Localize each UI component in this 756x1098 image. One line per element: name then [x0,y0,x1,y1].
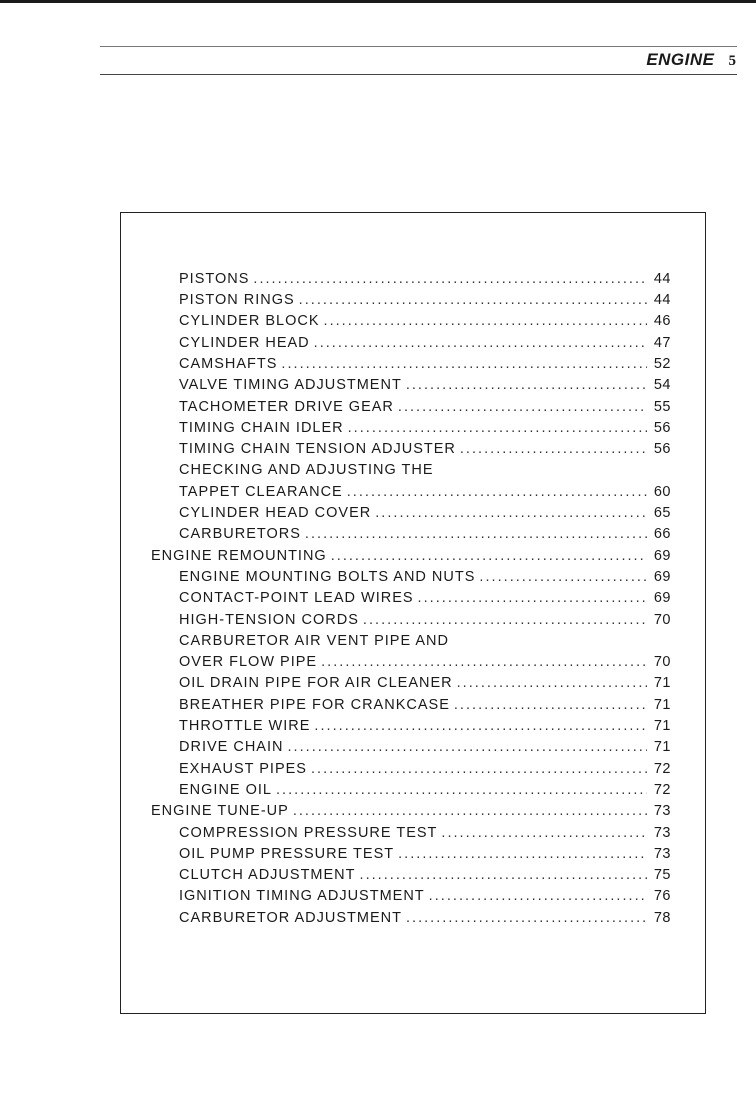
toc-entry[interactable] [151,308,671,329]
toc-entry-title: COMPRESSION PRESSURE TEST [179,824,438,841]
toc-entry[interactable] [151,712,671,733]
toc-dot-leader [331,549,647,564]
toc-entry[interactable] [151,691,671,712]
toc-entry-title: CHECKING AND ADJUSTING THE [179,462,434,479]
toc-entry-page: 47 [653,334,671,351]
toc-entry-title: CONTACT-POINT LEAD WIRES [179,590,414,607]
toc-entry-title: CARBURETOR AIR VENT PIPE AND [179,632,449,649]
toc-entry-page: 71 [653,739,671,756]
toc-dot-leader [360,868,647,883]
toc-dot-leader [441,826,647,841]
toc-entry-title: ENGINE MOUNTING BOLTS AND NUTS [179,568,476,585]
toc-entry-title: TACHOMETER DRIVE GEAR [179,398,394,415]
toc-dot-leader [299,293,647,308]
toc-dot-leader [398,847,647,862]
toc-dot-leader [398,400,647,415]
toc-entry-title: TIMING CHAIN TENSION ADJUSTER [179,441,456,458]
toc-dot-leader [454,698,647,713]
toc-entry-title: CLUTCH ADJUSTMENT [179,867,356,884]
toc-entry-page: 69 [653,590,671,607]
toc-entry[interactable] [151,478,671,499]
toc-entry-title: CYLINDER BLOCK [179,313,320,330]
toc-entry-page: 54 [653,377,671,394]
toc-dot-leader [314,336,647,351]
toc-entry[interactable] [151,883,671,904]
toc-entry[interactable] [151,499,671,520]
toc-entry-title: VALVE TIMING ADJUSTMENT [179,377,402,394]
toc-entry-title: BREATHER PIPE FOR CRANKCASE [179,696,450,713]
toc-entry-page: 56 [653,441,671,458]
toc-dot-leader [479,570,647,585]
toc-entry-page: 70 [653,654,671,671]
running-head [646,50,736,70]
toc-entry[interactable] [151,776,671,797]
toc-entry[interactable] [151,265,671,286]
toc-dot-leader [418,591,647,606]
toc-dot-leader [363,613,647,628]
toc-entry-title: CYLINDER HEAD COVER [179,505,372,522]
toc-dot-leader [406,911,647,926]
toc-entry[interactable] [151,435,671,456]
toc-dot-leader [375,506,647,521]
toc-entry-page: 72 [653,781,671,798]
toc-entry-page: 71 [653,696,671,713]
toc-entry-title: DRIVE CHAIN [179,739,284,756]
page-number: 5 [728,53,736,69]
toc-entry[interactable] [151,861,671,882]
section-title: ENGINE [646,50,715,69]
toc-entry-title: CARBURETOR ADJUSTMENT [179,909,402,926]
toc-entry[interactable] [151,648,671,669]
toc-entry-page: 73 [653,803,671,820]
toc-entry[interactable] [151,521,671,542]
toc-entry-page: 73 [653,845,671,862]
toc-entry-page: 44 [653,270,671,287]
toc-entry-title: ENGINE TUNE-UP [151,803,289,820]
toc-entry-title: PISTON RINGS [179,292,295,309]
toc-entry-title: EXHAUST PIPES [179,760,307,777]
toc-entry-page: 78 [653,909,671,926]
toc-entry-page: 44 [653,292,671,309]
toc-entry[interactable] [151,755,671,776]
toc-entry-title: CYLINDER HEAD [179,334,310,351]
toc-dot-leader [253,272,647,287]
toc-entry-page: 73 [653,824,671,841]
toc-entry-page: 71 [653,675,671,692]
toc-entry[interactable] [151,286,671,307]
toc-entry-page: 69 [653,568,671,585]
toc-dot-leader [305,527,647,542]
toc-dot-leader [311,762,647,777]
toc-entry-page: 70 [653,611,671,628]
toc-entry[interactable] [151,350,671,371]
toc-entry[interactable] [151,393,671,414]
toc-entry-page: 55 [653,398,671,415]
toc-entry[interactable] [151,904,671,925]
toc-entry[interactable] [151,670,671,691]
toc-entry-page: 71 [653,718,671,735]
toc-dot-leader [457,676,647,691]
toc-dot-leader [293,804,647,819]
toc-entry-title: IGNITION TIMING ADJUSTMENT [179,888,425,905]
toc-entry[interactable] [151,627,671,648]
toc-dot-leader [314,719,647,734]
toc-dot-leader [321,655,647,670]
toc-entry-title: CARBURETORS [179,526,301,543]
toc-entry-title: OVER FLOW PIPE [179,654,318,671]
toc-dot-leader [348,421,647,436]
toc-entry-title: THROTTLE WIRE [179,718,311,735]
header-rule-top [100,46,737,47]
toc-entry-page: 69 [653,547,671,564]
toc-entry[interactable] [151,414,671,435]
toc-entry-page: 72 [653,760,671,777]
toc-entry[interactable] [151,457,671,478]
toc-entry-page: 56 [653,419,671,436]
toc-entry-page: 65 [653,505,671,522]
toc-dot-leader [347,485,647,500]
toc-entry-title: ENGINE REMOUNTING [151,547,327,564]
toc-entry-page: 60 [653,483,671,500]
toc-entry-title: ENGINE OIL [179,781,272,798]
toc-dot-leader [429,889,647,904]
toc-box [120,212,706,1014]
toc-dot-leader [276,783,647,798]
toc-entry-page: 75 [653,867,671,884]
toc-entry[interactable] [151,563,671,584]
toc-entry-title: PISTONS [179,270,250,287]
toc-entry-page: 52 [653,355,671,372]
toc-entry-page: 46 [653,313,671,330]
toc-entry-title: OIL PUMP PRESSURE TEST [179,845,395,862]
toc-entry-title: TIMING CHAIN IDLER [179,419,344,436]
header-rule-bottom [100,74,737,75]
toc-dot-leader [460,442,647,457]
toc-entry[interactable] [151,584,671,605]
toc-dot-leader [287,740,647,755]
toc-entry[interactable] [151,371,671,392]
toc-entry-title: OIL DRAIN PIPE FOR AIR CLEANER [179,675,453,692]
page-top-edge [0,0,756,3]
toc-dot-leader [324,314,647,329]
toc-entry-title: TAPPET CLEARANCE [179,483,343,500]
toc-list [151,265,671,925]
toc-entry[interactable] [151,819,671,840]
toc-dot-leader [406,378,647,393]
toc-entry-page: 66 [653,526,671,543]
toc-section-entry[interactable] [151,542,671,563]
toc-entry-page: 76 [653,888,671,905]
toc-entry-title: CAMSHAFTS [179,355,278,372]
toc-entry[interactable] [151,606,671,627]
toc-entry[interactable] [151,329,671,350]
toc-entry-title: HIGH-TENSION CORDS [179,611,359,628]
toc-dot-leader [281,357,647,372]
toc-section-entry[interactable] [151,797,671,818]
toc-entry[interactable] [151,734,671,755]
toc-entry[interactable] [151,840,671,861]
